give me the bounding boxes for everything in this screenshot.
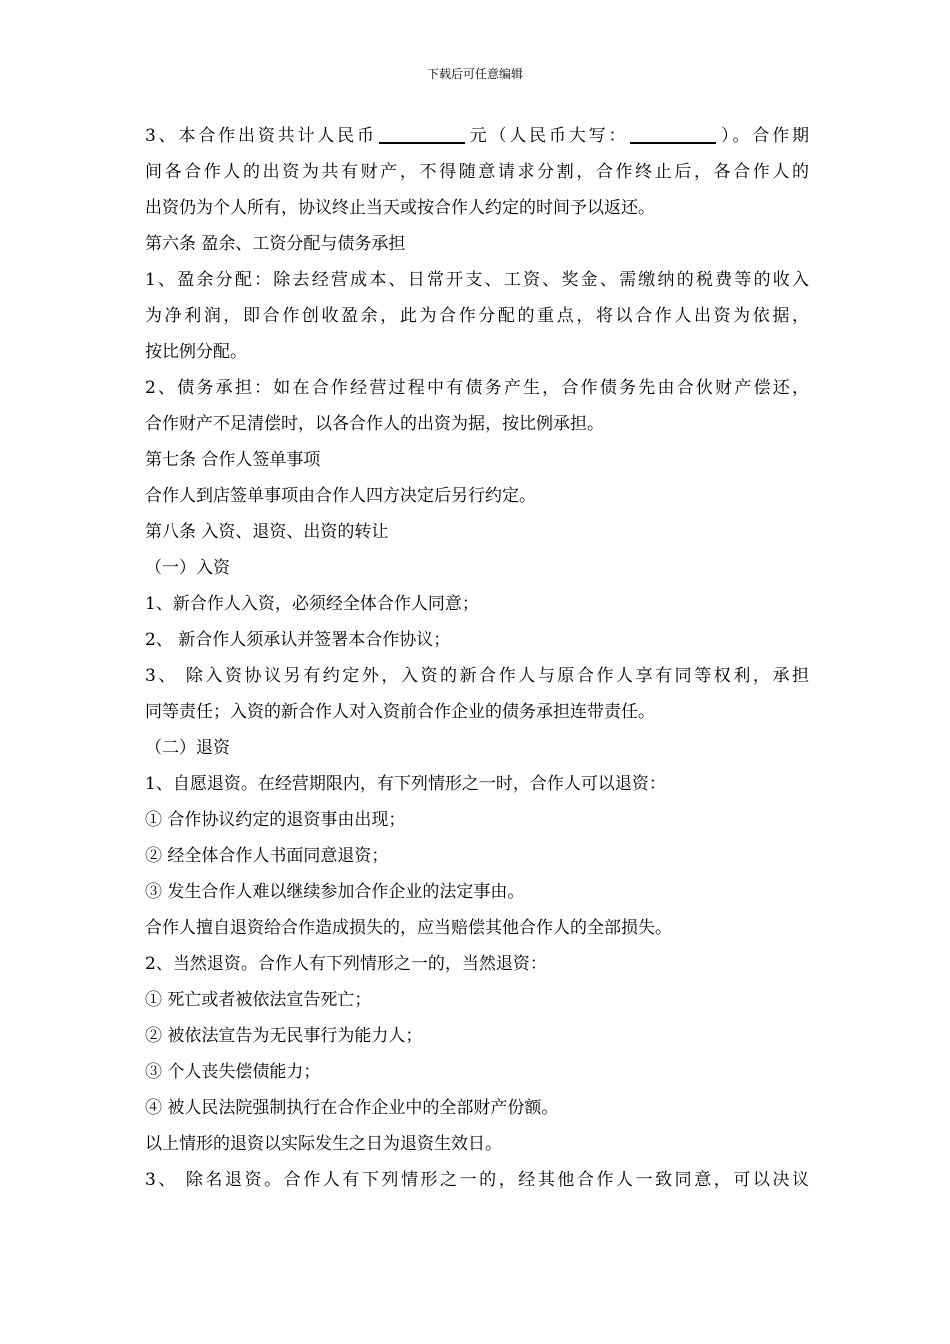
article-8-sec1-item3-line2: 同等责任；入资的新合作人对入资前合作企业的债务承担连带责任。 <box>145 702 655 722</box>
article-8-sec2-item1: 1、自愿退资。在经营期限内，有下列情形之一时，合作人可以退资： <box>145 774 666 794</box>
page-header: 下载后可任意编辑 <box>426 67 523 81</box>
article-8-sec2-item1-c: ③ 发生合作人难以继续参加合作企业的法定事由。 <box>145 882 525 902</box>
article-8-sec1-heading: （一）入资 <box>145 558 230 578</box>
article-8-sec2-heading: （二）退资 <box>145 738 230 758</box>
article-6-s1-line2: 为净利润，即合作创收盈余，此为合作分配的重点，将以合作人出资为依据， <box>145 306 809 326</box>
article-6-s1-line1: 1、盈余分配：除去经营成本、日常开支、工资、奖金、需缴纳的税费等的收入 <box>145 270 809 290</box>
article-8-sec2-item3: 3、 除名退资。合作人有下列情形之一的，经其他合作人一致同意，可以决议 <box>145 1170 809 1190</box>
amount-uppercase-blank <box>630 120 716 144</box>
article-8-sec2-item1-a: ① 合作协议约定的退资事由出现； <box>145 810 406 830</box>
paragraph-capital-line3: 出资仍为个人所有，协议终止当天或按合作人约定的时间予以返还。 <box>145 198 655 218</box>
article-6-s2-line2: 合作财产不足清偿时，以各合作人的出资为据，按比例承担。 <box>145 414 604 434</box>
article-8-sec1-item1: 1、新合作人入资，必须经全体合作人同意； <box>145 594 479 614</box>
article-7-title: 第七条 合作人签单事项 <box>145 450 321 470</box>
article-7-text: 合作人到店签单事项由合作人四方决定后另行约定。 <box>145 486 536 506</box>
article-8-sec2-item2: 2、当然退资。合作人有下列情形之一的，当然退资： <box>145 954 547 974</box>
article-8-sec2-item2-d: ④ 被人民法院强制执行在合作企业中的全部财产份额。 <box>145 1098 559 1118</box>
paragraph-capital-line2: 间各合作人的出资为共有财产，不得随意请求分割，合作终止后，各合作人的 <box>145 162 809 182</box>
article-6-title: 第六条 盈余、工资分配与债务承担 <box>145 234 406 254</box>
document-body <box>145 118 809 1198</box>
article-8-sec1-item2: 2、 新合作人须承认并签署本合作协议； <box>145 630 451 650</box>
capital-text-b: 元（人民币大写： <box>466 126 629 146</box>
article-8-sec2-item2-b: ② 被依法宣告为无民事行为能力人； <box>145 1026 423 1046</box>
article-8-title: 第八条 入资、退资、出资的转让 <box>145 522 389 542</box>
article-8-sec2-item1-b: ② 经全体合作人书面同意退资； <box>145 846 389 866</box>
amount-blank <box>379 120 465 144</box>
article-8-sec2-item1-note: 合作人擅自退资给合作造成损失的，应当赔偿其他合作人的全部损失。 <box>145 918 672 938</box>
capital-text-c: ）。合作期 <box>718 126 810 146</box>
article-8-sec1-item3-line1: 3、 除入资协议另有约定外，入资的新合作人与原合作人享有同等权利，承担 <box>145 666 809 686</box>
article-8-sec2-item2-note: 以上情形的退资以实际发生之日为退资生效日。 <box>145 1134 502 1154</box>
article-8-sec2-item2-a: ① 死亡或者被依法宣告死亡； <box>145 990 372 1010</box>
article-8-sec2-item2-c: ③ 个人丧失偿债能力； <box>145 1062 321 1082</box>
paragraph-capital-line1 <box>145 118 809 154</box>
article-6-s1-line3: 按比例分配。 <box>145 342 247 362</box>
capital-text-a: 3、本合作出资共计人民币 <box>145 126 377 146</box>
article-6-s2-line1: 2、债务承担：如在合作经营过程中有债务产生，合作债务先由合伙财产偿还， <box>145 378 809 398</box>
